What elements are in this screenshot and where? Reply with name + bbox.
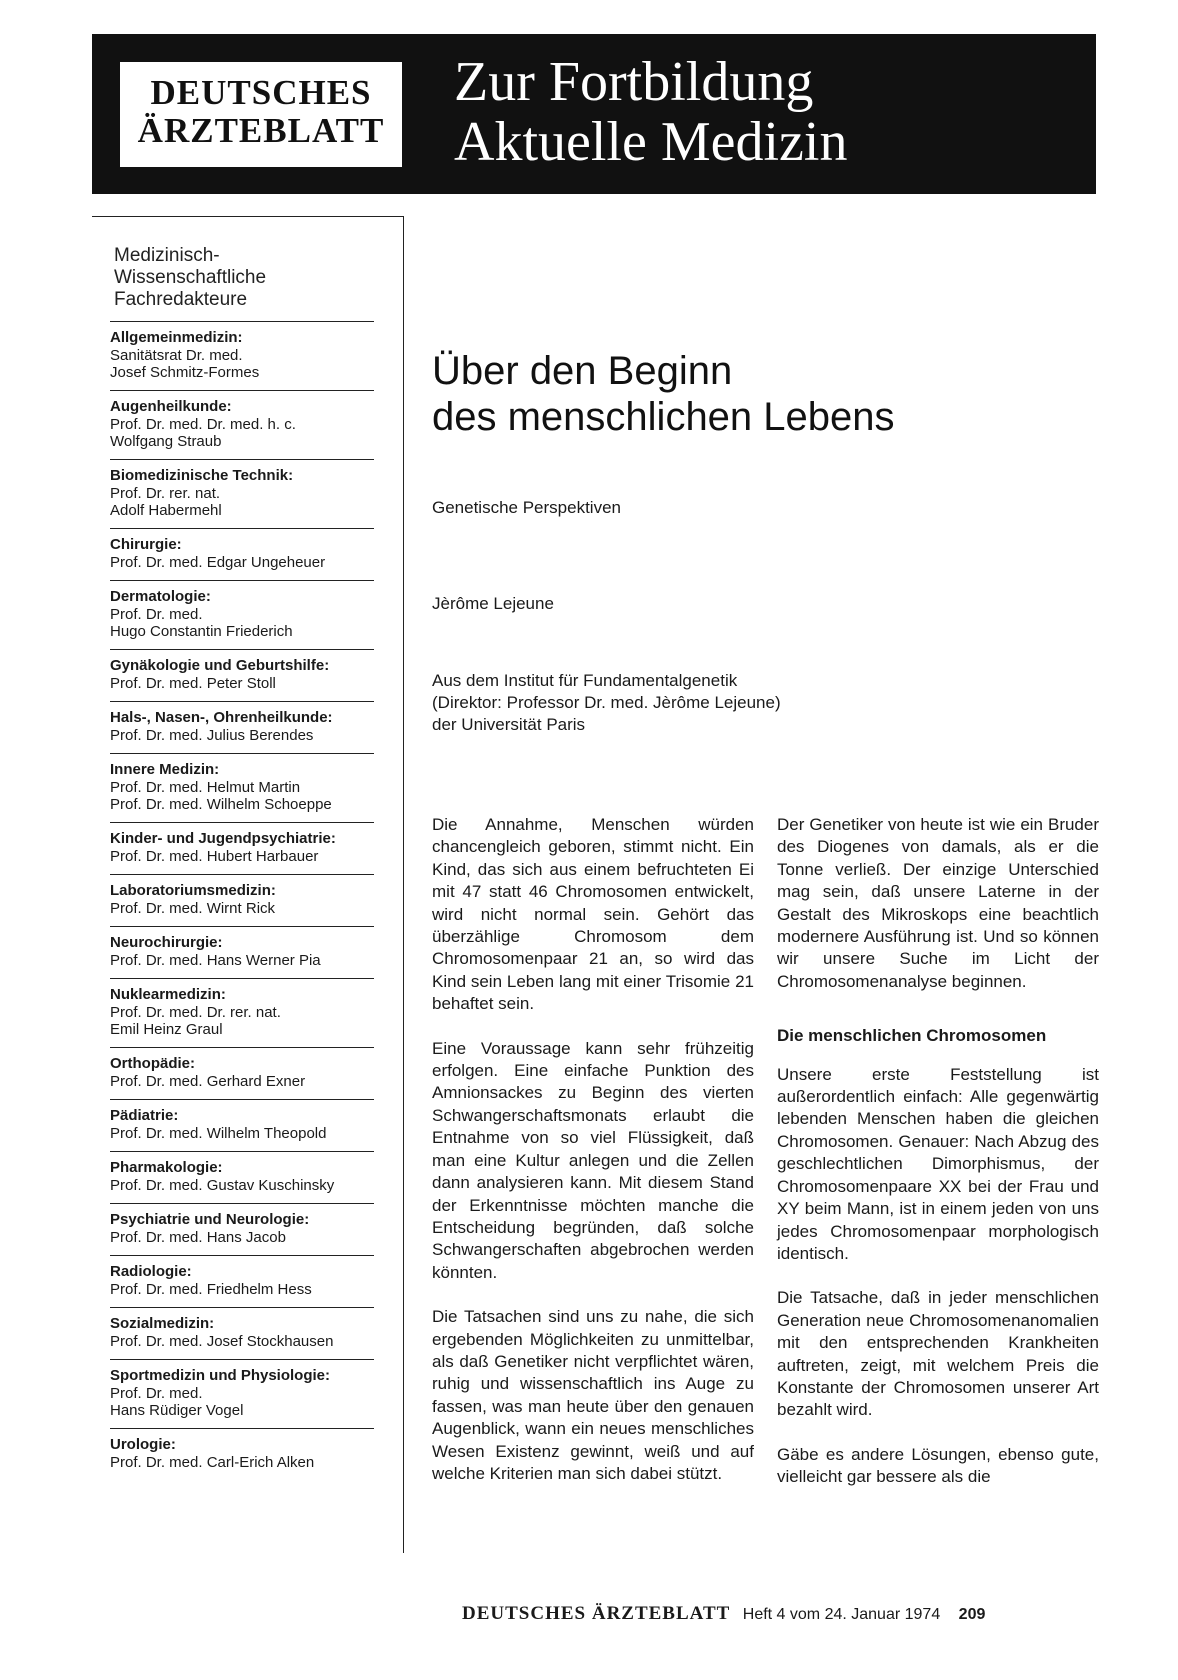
editor-entry	[110, 1151, 374, 1203]
editor-field: Augenheilkunde:	[110, 398, 232, 415]
masthead-banner	[92, 34, 1096, 194]
affiliation-line: (Direktor: Professor Dr. med. Jèrôme Lejeune)	[432, 693, 781, 712]
editor-name: Prof. Dr. med. Dr. med. h. c.	[110, 416, 296, 433]
editor-entry	[110, 528, 374, 580]
affiliation-line: der Universität Paris	[432, 715, 586, 734]
editor-name: Sanitätsrat Dr. med.	[110, 347, 243, 364]
editor-name: Prof. Dr. med. Hans Werner Pia	[110, 952, 321, 969]
editor-entry	[110, 1099, 374, 1151]
editor-name: Prof. Dr. med. Wilhelm Schoeppe	[110, 796, 332, 813]
editor-field: Sozialmedizin:	[110, 1315, 215, 1332]
editor-name: Josef Schmitz-Formes	[110, 364, 260, 381]
body-paragraph: Unsere erste Feststellung ist außerordentlich einfach: Alle gegenwärtig lebenden Menschen haben die gleichen Chromosomen. Genauer: Nach Abzug des geschlechtlichen Dimorphismus, der Chromosomenpaare XX bei der Frau und XY beim Mann, ist in einem jeden von uns jedes Chromosomenpaar morphologisch identisch.	[777, 1064, 1099, 1263]
author-affiliation	[432, 670, 781, 736]
editor-name: Prof. Dr. med. Wirnt Rick	[110, 900, 276, 917]
body-paragraph: Die Tatsache, daß in jeder menschlichen Generation neue Chromosomenanomalien mit den entsprechenden Krankheiten auftreten, zeigt, mit welchem Preis die Konstante der Chromosomen unserer Art bezahlt wird.	[777, 1288, 1099, 1420]
editor-field: Sportmedizin und Physiologie:	[110, 1367, 331, 1384]
editor-name: Hans Rüdiger Vogel	[110, 1402, 244, 1419]
editor-field: Pharmakologie:	[110, 1159, 223, 1176]
editor-name: Prof. Dr. med. Gustav Kuschinsky	[110, 1177, 335, 1194]
editor-name: Prof. Dr. med. Josef Stockhausen	[110, 1333, 334, 1350]
editor-field: Orthopädie:	[110, 1055, 195, 1072]
editor-entry	[110, 1255, 374, 1307]
editor-entry	[110, 580, 374, 649]
editor-name: Prof. Dr. med. Edgar Ungeheuer	[110, 554, 326, 571]
editor-entry	[110, 874, 374, 926]
editor-field: Urologie:	[110, 1436, 176, 1453]
editor-name: Prof. Dr. med. Friedhelm Hess	[110, 1281, 312, 1298]
article-subtitle: Genetische Perspektiven	[432, 498, 621, 517]
editor-name: Prof. Dr. med. Helmut Martin	[110, 779, 301, 796]
editor-entry	[110, 1203, 374, 1255]
section-title-line-1: Zur Fortbildung	[454, 51, 814, 113]
sidebar-heading-line: Wissenschaftliche	[114, 267, 267, 288]
logo-line-1: DEUTSCHES	[150, 73, 372, 112]
editor-entry	[110, 649, 374, 701]
body-column-2	[777, 814, 1099, 1511]
editor-name: Prof. Dr. med. Julius Berendes	[110, 727, 314, 744]
editor-field: Pädiatrie:	[110, 1107, 179, 1124]
editor-name: Prof. Dr. med. Dr. rer. nat.	[110, 1004, 281, 1021]
editor-name: Adolf Habermehl	[110, 502, 222, 519]
journal-logo	[120, 62, 402, 167]
editor-name: Emil Heinz Graul	[110, 1021, 223, 1038]
editor-field: Dermatologie:	[110, 588, 211, 605]
editor-field: Radiologie:	[110, 1263, 192, 1280]
sidebar-heading-line: Fachredakteure	[114, 289, 248, 310]
editor-name: Wolfgang Straub	[110, 433, 222, 450]
editor-entry	[110, 978, 374, 1047]
footer-journal-name: DEUTSCHES ÄRZTEBLATT	[462, 1603, 731, 1624]
article-title-line-1: Über den Beginn	[432, 349, 733, 393]
body-paragraph: Gäbe es andere Lösungen, ebenso gute, vielleicht gar bessere als die	[777, 1444, 1099, 1487]
section-title-line-2: Aktuelle Medizin	[454, 111, 848, 173]
editor-field: Psychiatrie und Neurologie:	[110, 1211, 310, 1228]
editor-field: Biomedizinische Technik:	[110, 467, 294, 484]
editor-name: Prof. Dr. med. Hubert Harbauer	[110, 848, 319, 865]
editor-entry	[110, 1047, 374, 1099]
editor-entry	[110, 321, 374, 390]
editor-entry	[110, 1307, 374, 1359]
editor-entry	[110, 459, 374, 528]
section-heading: Die menschlichen Chromosomen	[777, 1026, 1047, 1046]
page-footer	[462, 1603, 985, 1625]
editor-field: Chirurgie:	[110, 536, 182, 553]
body-paragraph: Die Annahme, Menschen würden chancengleich geboren, stimmt nicht. Ein Kind, das sich aus einem befruchteten Ei mit 47 statt 46 Chromosomen entwickelt, wird nicht normal sein. Gehört das überzählige Chromosom dem Chromosomenpaar 21 an, so wird das Kind sein Leben lang mit einer Trisomie 21 behaftet sein.	[432, 815, 754, 1014]
section-title	[454, 52, 847, 172]
editors-sidebar	[92, 216, 404, 1553]
body-column-1	[432, 814, 754, 1507]
page-number: 209	[958, 1606, 986, 1623]
editor-field: Hals-, Nasen-, Ohrenheilkunde:	[110, 709, 333, 726]
body-paragraph: Die Tatsachen sind uns zu nahe, die sich ergebenden Möglichkeiten zu unmittelbar, als daß Genetiker nicht verpflichtet wären, ruhig und wissenschaftlich ins Auge zu fassen, was man heute über den genauen Augenblick, wann ein neues menschliches Wesen Existenz gewinnt, weiß und auf welche Kriterien man sich dabei stützt.	[432, 1307, 754, 1483]
editor-field: Gynäkologie und Geburtshilfe:	[110, 657, 330, 674]
editor-name: Prof. Dr. med.	[110, 1385, 203, 1402]
editor-field: Kinder- und Jugendpsychiatrie:	[110, 830, 336, 847]
editor-field: Laboratoriumsmedizin:	[110, 882, 276, 899]
editor-name: Prof. Dr. med. Peter Stoll	[110, 675, 276, 692]
editor-entry	[110, 753, 374, 822]
editor-entry	[110, 926, 374, 978]
editor-entry	[110, 390, 374, 459]
sidebar-heading	[92, 217, 403, 311]
body-paragraph: Der Genetiker von heute ist wie ein Bruder des Diogenes von damals, als er die Tonne verließ. Der einzige Unterschied mag sein, daß unsere Laterne in der Gestalt des Mikroskops eine beachtlich modernere Ausführung ist. Und so können wir unsere Suche im Licht der Chromosomenanalyse beginnen.	[777, 815, 1099, 991]
editor-name: Hugo Constantin Friederich	[110, 623, 293, 640]
editor-name: Prof. Dr. rer. nat.	[110, 485, 221, 502]
logo-line-2: ÄRZTEBLATT	[137, 111, 385, 150]
editor-field: Allgemeinmedizin:	[110, 329, 243, 346]
editor-name: Prof. Dr. med. Carl-Erich Alken	[110, 1454, 315, 1471]
editor-name: Prof. Dr. med. Wilhelm Theopold	[110, 1125, 327, 1142]
editor-entry	[110, 1359, 374, 1428]
body-paragraph: Eine Voraussage kann sehr frühzeitig erfolgen. Eine einfache Punktion des Amnionsackes zu Beginn des vierten Schwangerschaftsmonats erlaubt die Entnahme von so viel Flüssigkeit, daß man eine Kultur anlegen und die Zellen dann analysieren kann. Mit diesem Stand der Erkenntnisse möchten manche die Entscheidung begründen, daß solche Schwangerschaften abgebrochen werden könnten.	[432, 1038, 754, 1282]
editor-field: Nuklearmedizin:	[110, 986, 226, 1003]
sidebar-heading-line: Medizinisch-	[114, 245, 220, 266]
editor-entry	[110, 822, 374, 874]
article-title-line-2: des menschlichen Lebens	[432, 395, 895, 439]
editor-name: Prof. Dr. med. Hans Jacob	[110, 1229, 286, 1246]
editor-entry	[110, 701, 374, 753]
editor-entry	[110, 1428, 374, 1480]
editor-field: Neurochirurgie:	[110, 934, 223, 951]
editor-name: Prof. Dr. med.	[110, 606, 203, 623]
article-author: Jèrôme Lejeune	[432, 594, 554, 613]
editor-field: Innere Medizin:	[110, 761, 220, 778]
affiliation-line: Aus dem Institut für Fundamentalgenetik	[432, 671, 738, 690]
editor-name: Prof. Dr. med. Gerhard Exner	[110, 1073, 306, 1090]
footer-issue: Heft 4 vom 24. Januar 1974	[742, 1606, 941, 1623]
article-title	[432, 348, 895, 440]
editors-list	[110, 321, 374, 1480]
